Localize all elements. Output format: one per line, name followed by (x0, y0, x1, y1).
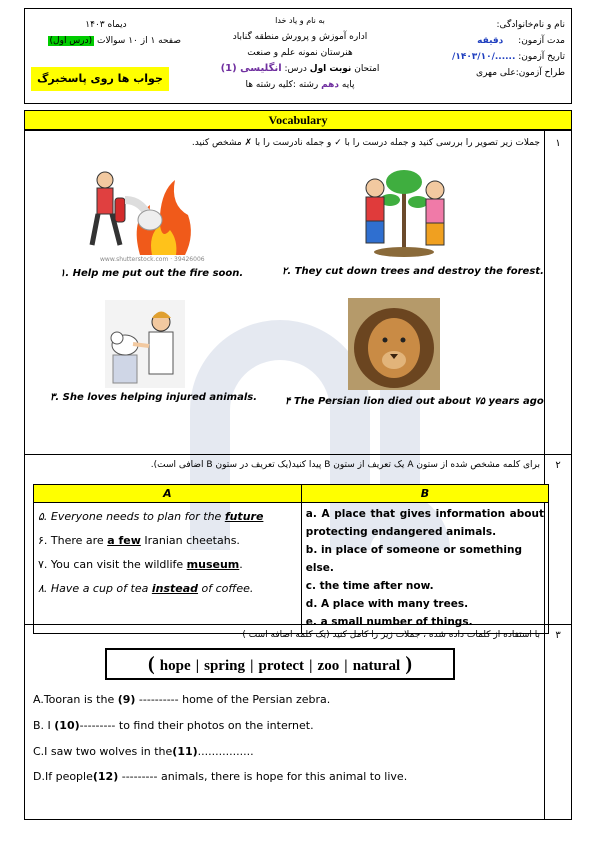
fill-sentence-a: A.Tooran is the (9) ---------- home of the Persian zebra. (33, 693, 331, 706)
word-bank-word: spring (204, 658, 245, 674)
organization-name: اداره آموزش و پرورش منطقه گناباد (232, 32, 368, 42)
designer-label: طراح آزمون: (515, 68, 565, 78)
date-label: تاریخ آزمون: (518, 52, 565, 62)
lesson-name: انگلیسی (1) (220, 63, 282, 74)
a-item: ۷. You can visit the wildlife museum. (38, 558, 243, 571)
page-info: صفحه ۱ از ۱۰ سوالات (97, 36, 181, 46)
duration-value: دقیقه (477, 36, 504, 46)
b-item: d. A place with many trees. (305, 598, 469, 610)
header-student-info (415, 17, 565, 81)
word-bank-open: ( (148, 653, 155, 675)
word-bank-word: zoo (317, 658, 340, 674)
persian-lion-photo (348, 298, 440, 390)
q1-caption-1: ۱. Help me put out the fire soon. (60, 268, 244, 279)
q2-number: ۲ (555, 460, 561, 471)
a-item: ۵. Everyone needs to plan for the future (38, 510, 264, 523)
header-exam-info (195, 13, 405, 93)
column-b-cell (301, 503, 548, 634)
column-a-cell (34, 503, 302, 634)
word-bank-close: ) (405, 653, 412, 675)
answers-banner: جواب ها روی پاسخبرگ (31, 67, 169, 91)
section-title: Vocabulary (268, 113, 328, 127)
grade-label: پایه (341, 80, 355, 90)
match-table (33, 484, 549, 634)
vet-helping-dog-illustration (105, 300, 185, 388)
section-bar (24, 110, 572, 130)
duration-label: مدت آزمون: (518, 36, 565, 46)
grade-value: دهم (321, 80, 340, 90)
fill-sentence-d: D.If people(12) --------- animals, there is hope for this animal to live. (33, 770, 408, 783)
exam-prefix: امتحان (354, 64, 380, 74)
a-item: ۸. Have a cup of tea instead of coffee. (38, 582, 254, 595)
q3-instruction: با استفاده از کلمات داده شده ، جملات زیر را کامل کنید (یک کلمه اضافه است ) (242, 630, 540, 640)
q2-instruction: برای کلمه مشخص شده از ستون A یک تعریف از ستون B پیدا کنید(یک تعریف در ستون B اضافی است). (150, 460, 540, 470)
word-bank: ( hope | spring | protect | zoo | natural ) (105, 648, 455, 680)
b-item: b. in place of someone or something else. (305, 544, 522, 574)
column-b-header: B (301, 485, 548, 503)
q1-instruction: جملات زیر تصویر را بررسی کنید و جمله درست را با ✓ و جمله نادرست را با ✗ مشخص کنید. (191, 138, 540, 148)
month-year: دیماه ۱۴۰۳ (85, 20, 127, 30)
fill-sentence-c: C.I saw two wolves in the(11)................ (33, 745, 254, 758)
fire-extinguisher-illustration (70, 160, 200, 265)
name-label: نام و نام‌خانوادگی: (496, 20, 565, 30)
q1-caption-4: ۴ The Persian lion died out about ۷۵ years ago (285, 396, 544, 407)
exam-turn: نوبت اول (309, 64, 352, 74)
designer-value: علی مهری (476, 68, 516, 78)
word-bank-word: natural (352, 658, 401, 674)
header-page-info (31, 17, 181, 49)
q1-caption-3: ۳. She loves helping injured animals. (50, 392, 258, 403)
image-credit: www.shutterstock.com · 39426006 (100, 256, 205, 263)
q1-caption-2: ۲. They cut down trees and destroy the forest. (282, 266, 544, 277)
kids-planting-tree-illustration (350, 160, 460, 265)
lesson-one-tag: (درس اول) (49, 36, 93, 46)
b-item: e. a small number of things. (305, 616, 473, 628)
b-item: c. the time after now. (305, 580, 434, 592)
date-value: ....../۱۴۰۳/۱۰/ (452, 52, 516, 62)
exam-header (24, 8, 572, 104)
fill-sentence-b: B. I (10)--------- to find their photos on the internet. (33, 719, 314, 732)
a-item: ۶. There are a few Iranian cheetahs. (38, 534, 240, 547)
column-a-header: A (34, 485, 302, 503)
number-column-divider (544, 130, 545, 820)
q1-q2-divider (24, 454, 572, 455)
field-info: رشته :کلیه رشته ها (245, 80, 319, 90)
bismillah: به نام و یاد خدا (275, 16, 325, 25)
q3-number: ۳ (555, 630, 561, 641)
word-bank-word: hope (159, 658, 191, 674)
lesson-label: درس: (284, 64, 307, 74)
b-item: a. A place that gives information about protecting endangered animals. (305, 508, 544, 538)
q1-number: ۱ (555, 138, 561, 149)
school-name: هنرستان نمونه علم و صنعت (247, 48, 353, 58)
word-bank-word: protect (258, 658, 305, 674)
